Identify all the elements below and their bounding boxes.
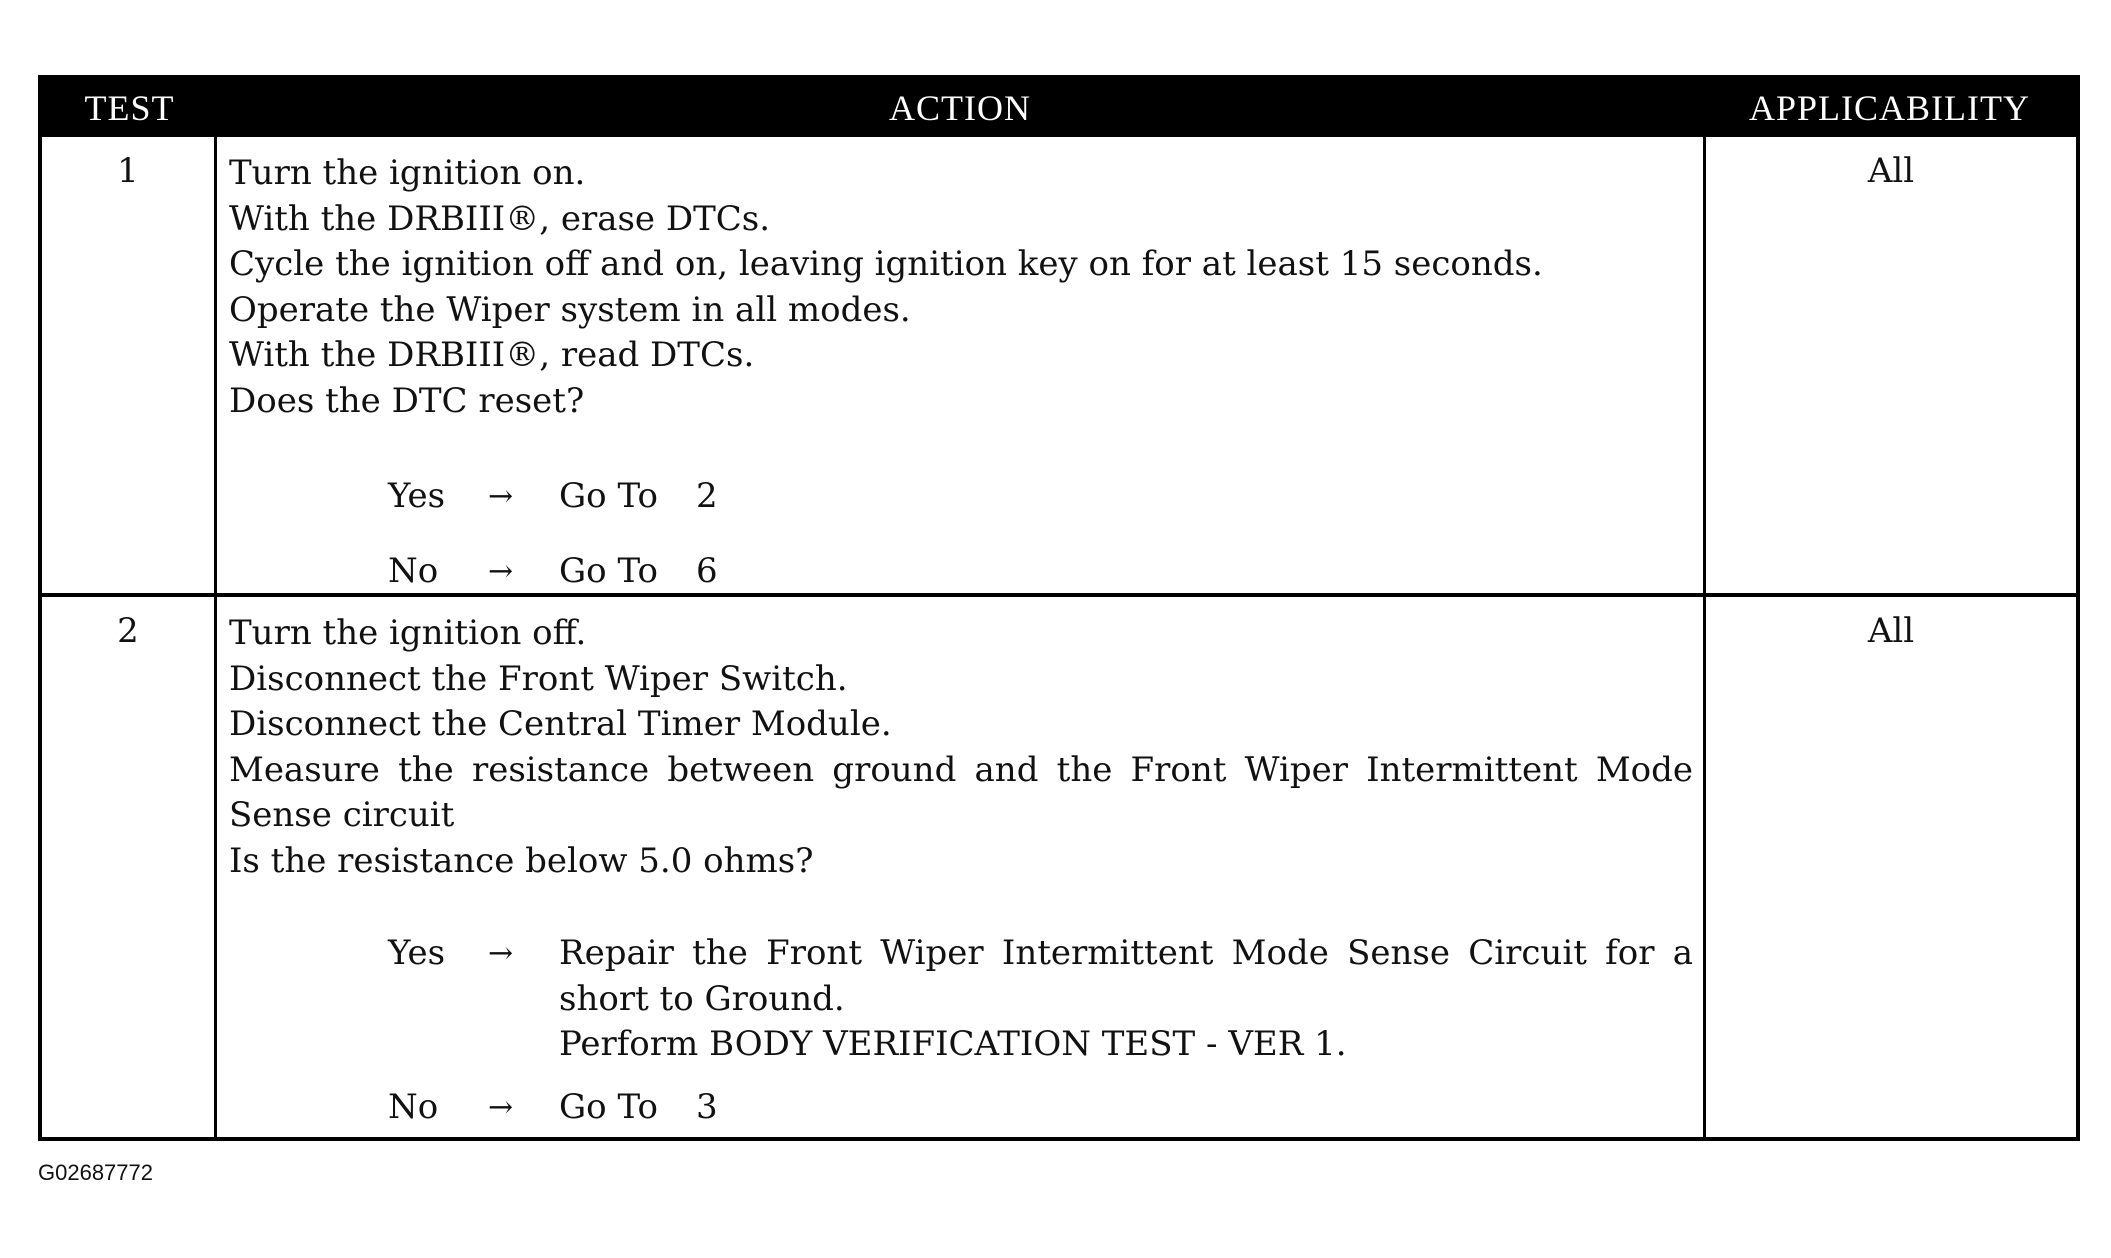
- action-line: Turn the ignition on.: [229, 153, 586, 193]
- action-line: Operate the Wiper system in all modes.: [229, 289, 911, 330]
- yes-outcome: [559, 474, 1693, 520]
- no-result: [388, 549, 1693, 595]
- applicability-value: All: [1867, 151, 1915, 191]
- no-outcome: [559, 549, 1693, 595]
- yes-outcome: [559, 931, 1693, 1068]
- figure-code: G02687772: [38, 1160, 153, 1185]
- test-number: 1: [117, 151, 139, 191]
- outcome-line: short to Ground.: [559, 978, 845, 1019]
- table-row-1-applicability-cell: [1703, 137, 2076, 593]
- action-line: Is the resistance below 5.0 ohms?: [229, 840, 814, 881]
- action-steps: [229, 151, 1693, 424]
- no-label: No: [388, 551, 439, 591]
- arrow-icon: →: [488, 554, 514, 589]
- no-label: No: [388, 1087, 439, 1127]
- header-applicability: APPLICABILITY: [1703, 79, 2076, 137]
- outcome-line: Repair the Front Wiper Intermittent Mode Sense Circuit for a: [559, 933, 1693, 973]
- test-number: 2: [117, 611, 139, 651]
- table-row-2-applicability-cell: [1703, 593, 2076, 1137]
- action-line: Cycle the ignition off and on, leaving ignition key on for at least 15 seconds.: [229, 244, 1543, 284]
- action-line: With the DRBIII®, read DTCs.: [229, 335, 755, 375]
- action-line: Disconnect the Central Timer Module.: [229, 704, 892, 744]
- goto-number: 2: [695, 476, 718, 516]
- yes-label: Yes: [388, 933, 446, 973]
- yes-label: Yes: [388, 476, 446, 516]
- table-row-1-test-cell: [42, 137, 217, 593]
- action-steps: [229, 611, 1693, 884]
- no-result: [388, 1085, 1693, 1131]
- diagnostic-test-table: [38, 75, 2080, 1141]
- table-row-1-action-cell: [217, 137, 1703, 593]
- yes-result: [388, 931, 1693, 1068]
- header-action: ACTION: [217, 79, 1703, 137]
- action-line: Disconnect the Front Wiper Switch.: [229, 658, 848, 699]
- no-outcome: [559, 1085, 1693, 1131]
- outcome-line: Perform BODY VERIFICATION TEST - VER 1.: [559, 1024, 1347, 1064]
- action-line: Turn the ignition off.: [229, 613, 587, 653]
- goto-number: 6: [695, 551, 718, 591]
- goto-text: Go To: [559, 551, 658, 591]
- header-test: TEST: [42, 79, 217, 137]
- action-line: With the DRBIII®, erase DTCs.: [229, 198, 771, 239]
- arrow-icon: →: [488, 479, 514, 514]
- action-line: Measure the resistance between ground and the Front Wiper Intermittent Mode: [229, 749, 1693, 790]
- arrow-icon: →: [488, 936, 514, 971]
- yes-result: [388, 474, 1693, 520]
- table-row-2-action-cell: [217, 593, 1703, 1137]
- goto-text: Go To: [559, 1087, 658, 1127]
- action-line: Does the DTC reset?: [229, 380, 585, 421]
- applicability-value: All: [1867, 611, 1915, 651]
- table-row-2-test-cell: [42, 593, 217, 1137]
- goto-number: 3: [695, 1087, 718, 1127]
- arrow-icon: →: [488, 1090, 514, 1125]
- goto-text: Go To: [559, 476, 658, 516]
- action-line: Sense circuit: [229, 795, 455, 835]
